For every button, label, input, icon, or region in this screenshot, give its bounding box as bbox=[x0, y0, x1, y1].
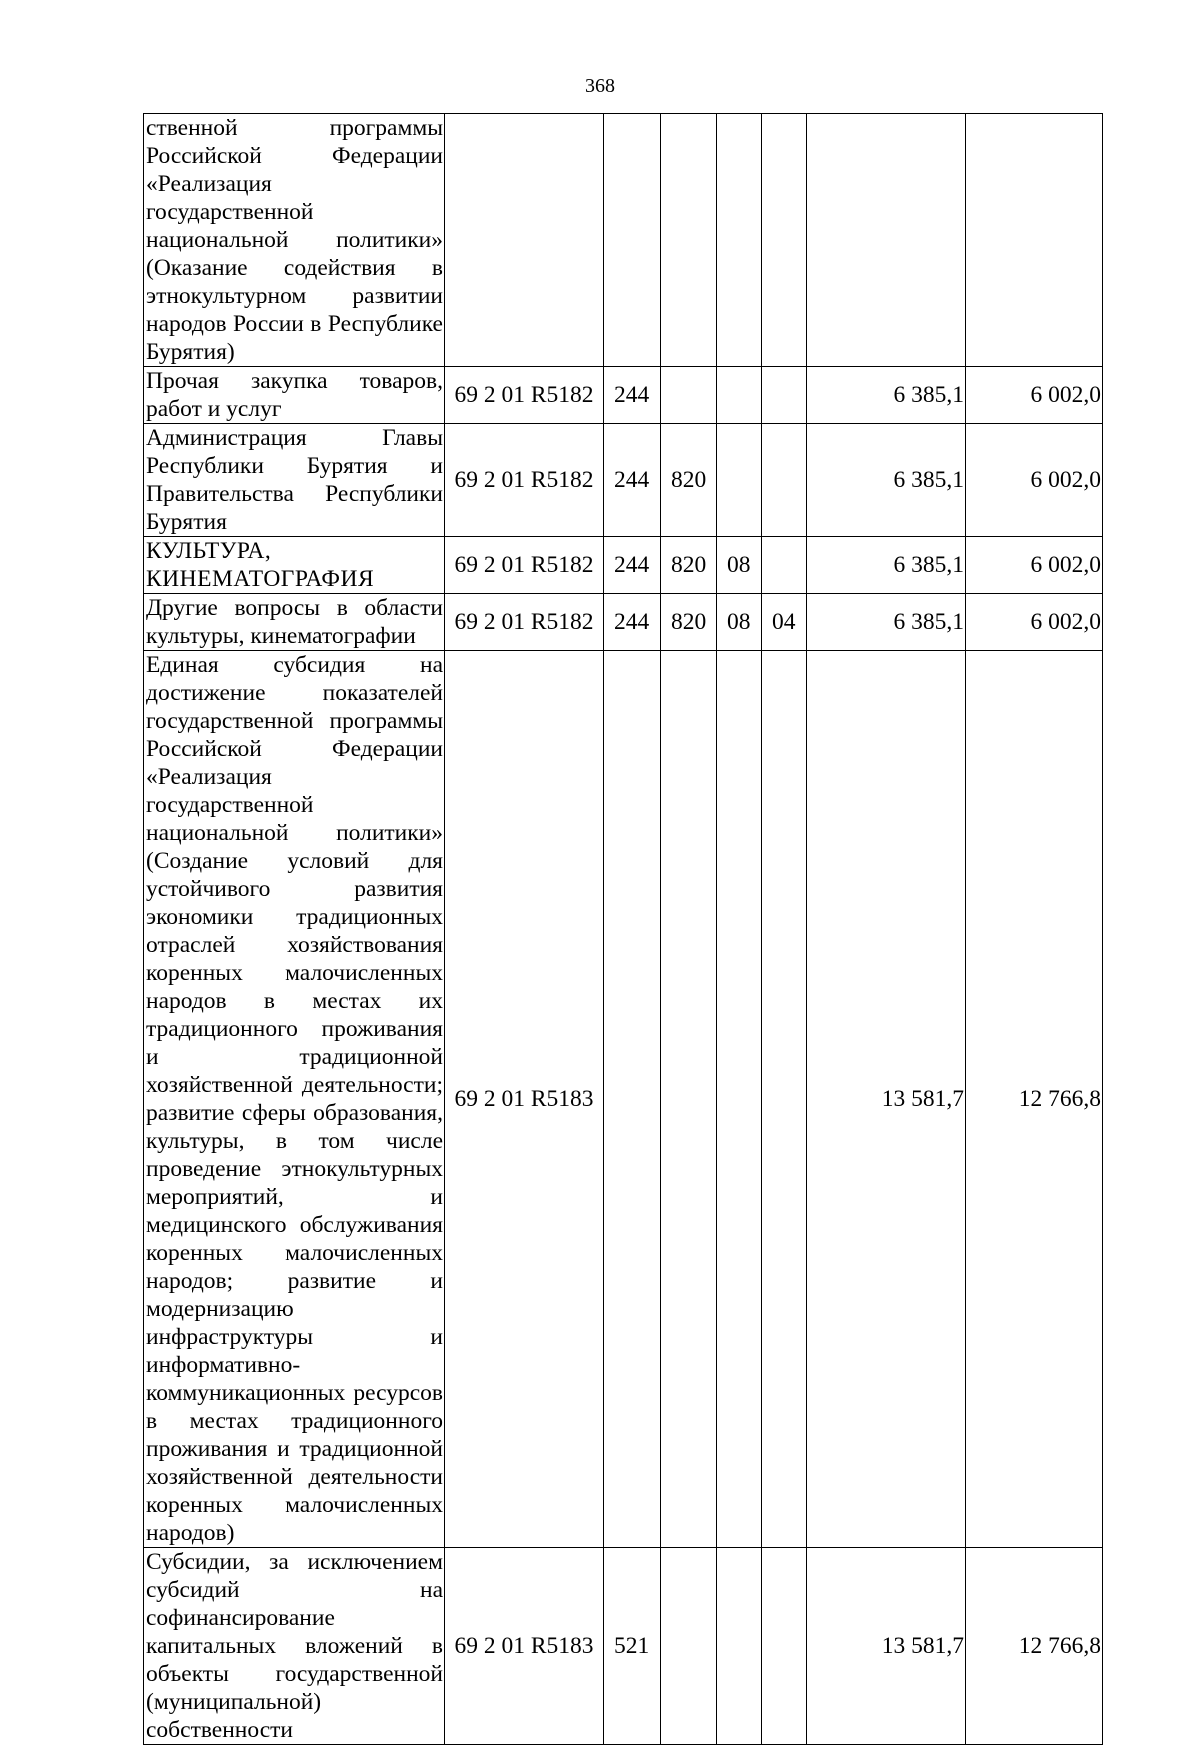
amount-2: 6 002,0 bbox=[966, 424, 1103, 537]
target-article-code: 69 2 01 R5182 bbox=[445, 594, 604, 651]
expense-type-code: 244 bbox=[604, 424, 661, 537]
row-name: Прочая закупка товаров, работ и услуг bbox=[144, 367, 445, 424]
target-article-code: 69 2 01 R5182 bbox=[445, 424, 604, 537]
section-code bbox=[717, 367, 762, 424]
amount-1: 6 385,1 bbox=[807, 424, 966, 537]
budget-table bbox=[143, 113, 1103, 1745]
section-code bbox=[717, 1548, 762, 1745]
table-row bbox=[144, 114, 1103, 367]
amount-2: 12 766,8 bbox=[966, 1548, 1103, 1745]
section-code: 08 bbox=[717, 537, 762, 594]
expense-type-code: 244 bbox=[604, 367, 661, 424]
amount-1 bbox=[807, 114, 966, 367]
table-row bbox=[144, 594, 1103, 651]
page-number: 368 bbox=[585, 75, 615, 97]
subsection-code bbox=[762, 114, 807, 367]
table-row bbox=[144, 424, 1103, 537]
administrator-code: 820 bbox=[661, 594, 717, 651]
administrator-code bbox=[661, 651, 717, 1548]
subsection-code bbox=[762, 537, 807, 594]
expense-type-code bbox=[604, 651, 661, 1548]
row-name: Единая субсидия на достижение показателей государственной программы Российской Федерации «Реализация государственной национальной политики» (Создание условий для устойчивого развития экономики традиционных отраслей хозяйствования коренных малочисленных народов в местах их традиционного проживания и традиционной хозяйственной деятельности; развитие сферы образования, культуры, в том числе проведение этнокультурных мероприятий, и медицинского обслуживания коренных малочисленных народов; развитие и модернизацию инфраструктуры и информативно-коммуникационных ресурсов в местах традиционного проживания и традиционной хозяйственной деятельности коренных малочисленных народов) bbox=[144, 651, 445, 1548]
administrator-code bbox=[661, 1548, 717, 1745]
administrator-code bbox=[661, 367, 717, 424]
table-row bbox=[144, 1548, 1103, 1745]
subsection-code: 04 bbox=[762, 594, 807, 651]
section-code bbox=[717, 114, 762, 367]
amount-1: 6 385,1 bbox=[807, 367, 966, 424]
subsection-code bbox=[762, 367, 807, 424]
target-article-code: 69 2 01 R5182 bbox=[445, 367, 604, 424]
row-name: ственной программы Российской Федерации «Реализация государственной национальной политики» (Оказание содействия в этнокультурном развитии народов России в Республике Бурятия) bbox=[144, 114, 445, 367]
table-row bbox=[144, 367, 1103, 424]
target-article-code: 69 2 01 R5183 bbox=[445, 651, 604, 1548]
row-name: Администрация Главы Республики Бурятия и Правительства Республики Бурятия bbox=[144, 424, 445, 537]
expense-type-code bbox=[604, 114, 661, 367]
target-article-code: 69 2 01 R5183 bbox=[445, 1548, 604, 1745]
expense-type-code: 521 bbox=[604, 1548, 661, 1745]
row-name: Субсидии, за исключением субсидий на софинансирование капитальных вложений в объекты государственной (муниципальной) собственности bbox=[144, 1548, 445, 1745]
target-article-code bbox=[445, 114, 604, 367]
table-row bbox=[144, 651, 1103, 1548]
amount-1: 13 581,7 bbox=[807, 651, 966, 1548]
administrator-code: 820 bbox=[661, 424, 717, 537]
expense-type-code: 244 bbox=[604, 537, 661, 594]
administrator-code bbox=[661, 114, 717, 367]
section-code: 08 bbox=[717, 594, 762, 651]
amount-1: 6 385,1 bbox=[807, 594, 966, 651]
expense-type-code: 244 bbox=[604, 594, 661, 651]
row-name: Другие вопросы в области культуры, кинематографии bbox=[144, 594, 445, 651]
table-row bbox=[144, 537, 1103, 594]
amount-1: 13 581,7 bbox=[807, 1548, 966, 1745]
amount-2: 12 766,8 bbox=[966, 651, 1103, 1548]
amount-1: 6 385,1 bbox=[807, 537, 966, 594]
section-code bbox=[717, 424, 762, 537]
amount-2 bbox=[966, 114, 1103, 367]
amount-2: 6 002,0 bbox=[966, 367, 1103, 424]
amount-2: 6 002,0 bbox=[966, 537, 1103, 594]
amount-2: 6 002,0 bbox=[966, 594, 1103, 651]
subsection-code bbox=[762, 424, 807, 537]
section-code bbox=[717, 651, 762, 1548]
row-name: КУЛЬТУРА, КИНЕМАТОГРАФИЯ bbox=[144, 537, 445, 594]
target-article-code: 69 2 01 R5182 bbox=[445, 537, 604, 594]
subsection-code bbox=[762, 1548, 807, 1745]
subsection-code bbox=[762, 651, 807, 1548]
administrator-code: 820 bbox=[661, 537, 717, 594]
